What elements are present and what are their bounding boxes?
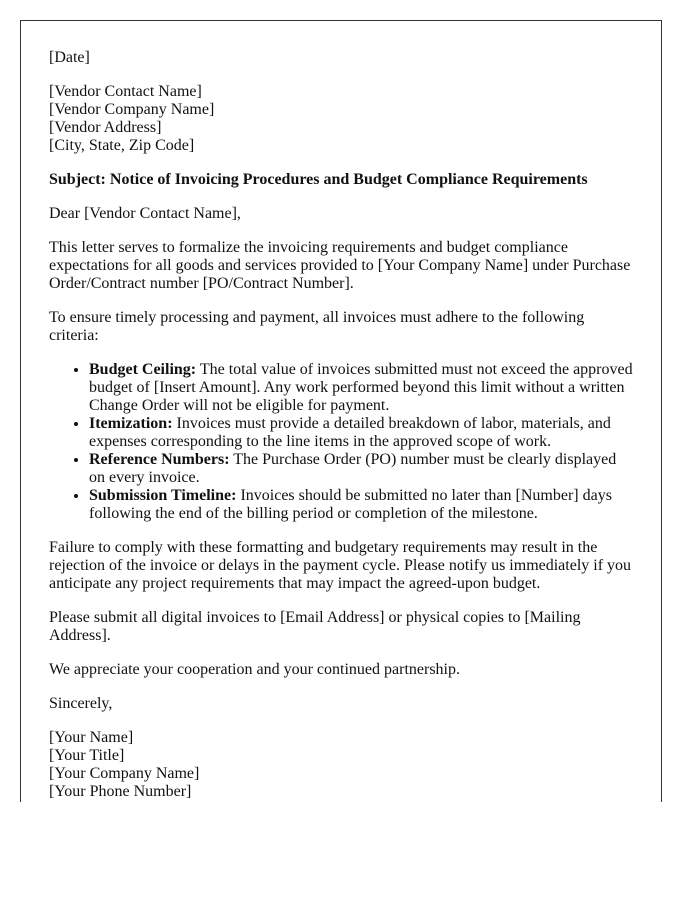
date: [Date] (49, 49, 90, 66)
letter-page (20, 20, 662, 802)
criteria-list (49, 361, 633, 523)
paragraph-intro: This letter serves to formalize the invoicing requirements and budget compliance expectations for all goods and services provided to [Your Company Name] under Purchase Order/Contract number [PO/Contract Number]. (49, 239, 631, 292)
paragraph-criteria-intro: To ensure timely processing and payment, all invoices must adhere to the following criteria: (49, 309, 585, 344)
signature-block (49, 729, 633, 801)
criteria-term: Reference Numbers: (89, 451, 230, 468)
criteria-term: Budget Ceiling: (89, 361, 197, 378)
signature-line: [Your Name] (49, 729, 134, 746)
salutation: Dear [Vendor Contact Name], (49, 205, 241, 222)
recipient-address (49, 83, 633, 155)
recipient-line: [Vendor Address] (49, 119, 162, 136)
criteria-text: Invoices should be submitted no later than [Number] days following the end of the billing period or completion of the milestone. (89, 487, 612, 522)
list-item (89, 361, 633, 415)
paragraph-appreciation: We appreciate your cooperation and your continued partnership. (49, 661, 460, 678)
paragraph-compliance: Failure to comply with these formatting and budgetary requirements may result in the rejection of the invoice or delays in the payment cycle. Please notify us immediately if you anticipate any project requirements that may impact the agreed-upon budget. (49, 539, 632, 592)
criteria-text: The total value of invoices submitted must not exceed the approved budget of [Insert Amount]. Any work performed beyond this limit without a written Change Order will not be eligible for payment. (89, 361, 633, 414)
recipient-line: [City, State, Zip Code] (49, 137, 195, 154)
list-item (89, 415, 633, 451)
recipient-line: [Vendor Contact Name] (49, 83, 202, 100)
signature-line: [Your Company Name] (49, 765, 200, 782)
criteria-text: The Purchase Order (PO) number must be clearly displayed on every invoice. (89, 451, 617, 486)
criteria-term: Itemization: (89, 415, 173, 432)
subject-line: Subject: Notice of Invoicing Procedures and Budget Compliance Requirements (49, 171, 588, 188)
recipient-line: [Vendor Company Name] (49, 101, 215, 118)
criteria-text: Invoices must provide a detailed breakdown of labor, materials, and expenses corresponding to the line items in the approved scope of work. (89, 415, 611, 450)
signature-line: [Your Title] (49, 747, 125, 764)
list-item (89, 451, 633, 487)
paragraph-submission: Please submit all digital invoices to [Email Address] or physical copies to [Mailing Address]. (49, 609, 581, 644)
signature-line: [Your Phone Number] (49, 783, 192, 800)
closing: Sincerely, (49, 695, 113, 712)
list-item (89, 487, 633, 523)
criteria-term: Submission Timeline: (89, 487, 237, 504)
